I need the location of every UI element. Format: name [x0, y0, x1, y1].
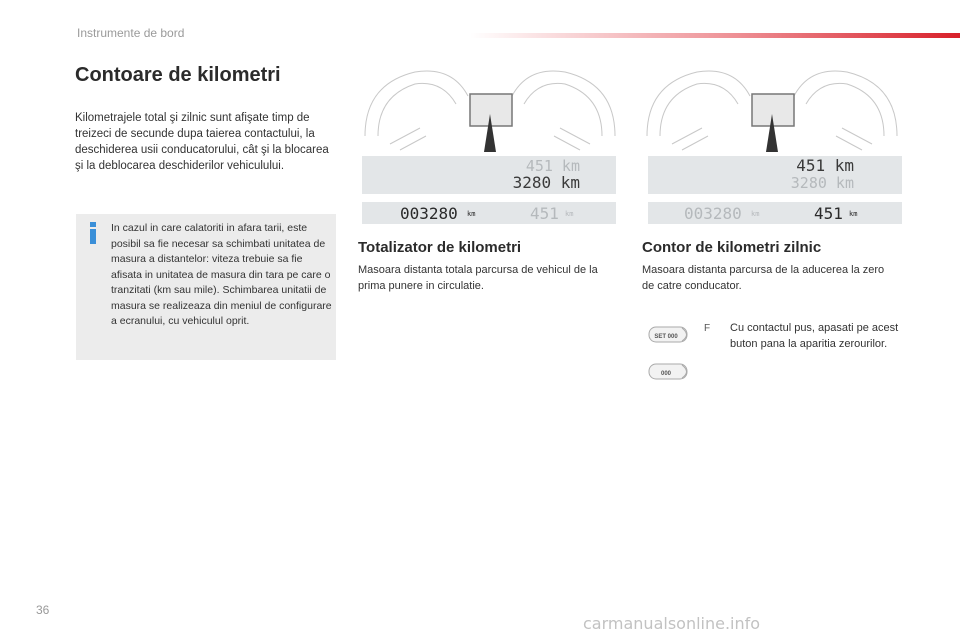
odo-trip-value-active: 451 — [814, 204, 843, 223]
lcd-display-trip — [648, 156, 902, 194]
instrument-cluster-illustration — [360, 66, 620, 154]
intro-text: Kilometrajele total şi zilnic sunt afişate timp de treizeci de secunde dupa taierea contactului, la deschiderea usii conducatorului, cât şi la blocarea şi la deblocarea deschiderilor vehiculului. — [75, 112, 329, 172]
header-accent-bar — [470, 33, 960, 38]
000-button-illustration — [648, 362, 692, 387]
instrument-cluster-illustration-trip — [642, 66, 902, 154]
info-note-text: In cazul in care calatoriti in afara tarii, este posibil sa fie necesar sa schimbati unitatea de masura a distantelor: viteza trebuie sa fie afisata in unitatea de masura din tara pe care o tranzitati (km sau mile). Schimbarea unitatii de masura se realizeaza din meniul de configurare a ecranului, cu vehiculul oprit. — [111, 222, 332, 327]
odo-total-value-dim: 003280 — [684, 204, 742, 223]
trip-text: Masoara distanta parcursa de la aducerea la zero de catre conducator. — [642, 264, 885, 292]
odometer-strip-total — [362, 202, 616, 224]
odo-total-unit-dim: km — [751, 210, 760, 218]
set-000-button-illustration — [648, 325, 692, 350]
lcd-trip-readout-active: 451 km — [796, 156, 854, 175]
info-icon — [88, 222, 98, 244]
total-text: Masoara distanta totala parcursa de vehicul de la prima punere in circulatie. — [358, 264, 598, 292]
odo-trip-unit: km — [565, 210, 574, 218]
header-title: Instrumente de bord — [77, 26, 185, 40]
bullet-marker: F — [704, 323, 711, 334]
trip-title: Contor de kilometri zilnic — [642, 239, 822, 256]
set-000-label: SET 000 — [654, 334, 678, 340]
section-title: Contoare de kilometri — [75, 64, 281, 86]
lcd-display-total — [362, 156, 616, 194]
000-label: 000 — [660, 371, 672, 377]
lcd-total-readout-dim: 3280 km — [790, 174, 854, 192]
odometer-strip-trip — [648, 202, 902, 224]
bullet-text: Cu contactul pus, apasati pe acest buton pana la aparitia zerourilor. — [730, 322, 899, 350]
lcd-total-readout: 3280 km — [512, 173, 580, 192]
lcd-trip-readout: 451 km — [525, 157, 580, 175]
odo-trip-value: 451 — [530, 204, 559, 223]
total-title: Totalizator de kilometri — [358, 239, 522, 256]
odo-total-unit: km — [467, 210, 476, 218]
odo-trip-unit-active: km — [849, 210, 858, 218]
page-number: 36 — [36, 603, 50, 617]
watermark: carmanualsonline.info — [583, 614, 761, 633]
odo-total-value: 003280 — [400, 204, 458, 223]
